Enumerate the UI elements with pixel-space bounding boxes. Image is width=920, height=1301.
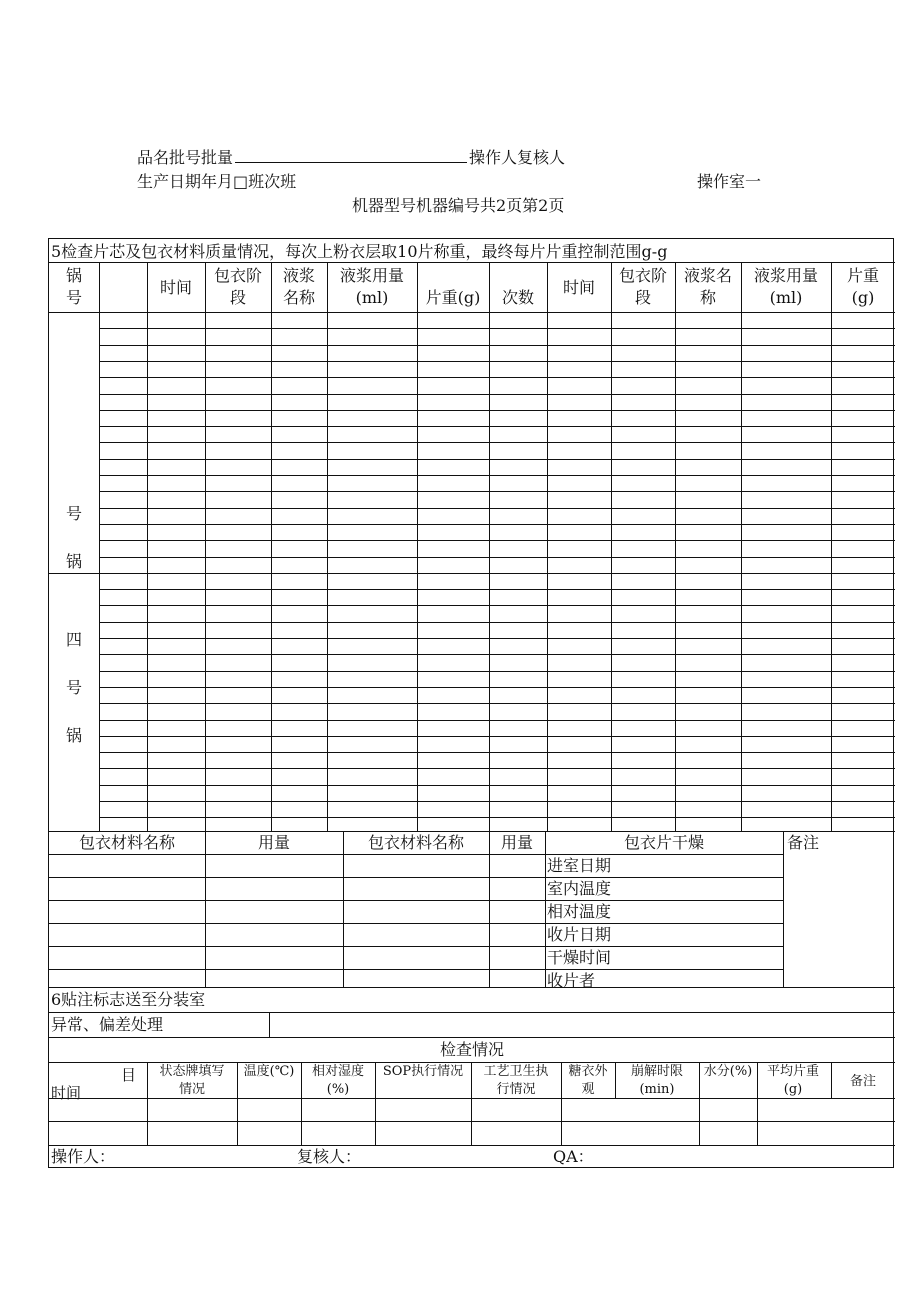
mat-col-name: 包衣材料名称	[78, 833, 175, 852]
rule	[99, 703, 895, 704]
rule	[547, 262, 548, 831]
rule	[49, 969, 783, 970]
rule	[99, 605, 895, 606]
rule	[489, 831, 490, 987]
rule	[99, 622, 895, 623]
rule	[615, 1062, 616, 1098]
rule	[783, 831, 784, 987]
pot-b-char2: 号	[65, 678, 82, 697]
rule	[49, 923, 783, 924]
rule	[271, 262, 272, 831]
col-stage: 包衣阶 段	[213, 266, 262, 307]
col-count: 次数	[501, 288, 534, 307]
rule	[99, 426, 895, 427]
rule	[99, 394, 895, 395]
rule	[417, 262, 418, 831]
insp-col-humidity: 相对湿度 (%)	[311, 1064, 364, 1097]
rule	[99, 508, 895, 509]
rule	[99, 654, 895, 655]
mat-col-amount: 用量	[257, 833, 290, 852]
pot-a-char2: 锅	[65, 552, 82, 571]
rule	[99, 638, 895, 639]
rule	[99, 524, 895, 525]
rule	[301, 1062, 302, 1145]
drying-item-1: 进室日期	[547, 856, 612, 875]
drying-item-4: 收片日期	[547, 925, 612, 944]
inspection-title: 检查情况	[439, 1040, 504, 1059]
rule	[99, 557, 895, 558]
col-weight-2: 片重 (g)	[846, 266, 879, 307]
rule	[327, 262, 328, 831]
rule	[49, 1121, 895, 1122]
rule	[49, 987, 895, 988]
rule	[205, 262, 206, 831]
rule	[831, 262, 832, 831]
insp-col-moisture: 水分(%)	[703, 1064, 753, 1079]
footer-qa: QA：	[553, 1147, 594, 1166]
footer-operator: 操作人：	[51, 1147, 116, 1166]
rule	[99, 720, 895, 721]
pot-a-char1: 号	[65, 504, 82, 523]
rule	[99, 442, 895, 443]
pot-b-char3: 锅	[65, 726, 82, 745]
rule	[205, 831, 206, 987]
machine-info-label: 机器型号机器编号共2页第2页	[352, 196, 565, 215]
batch-underline	[235, 148, 467, 163]
rule	[99, 262, 100, 831]
drying-item-2: 室内温度	[547, 879, 612, 898]
rule	[99, 752, 895, 753]
insp-col-time: 时间	[51, 1084, 82, 1102]
insp-col-avg-weight: 平均片重 (g)	[766, 1064, 819, 1097]
rule	[147, 262, 148, 831]
rule	[831, 1062, 832, 1098]
rule	[343, 831, 344, 987]
rule	[489, 262, 490, 831]
rule	[99, 459, 895, 460]
rule	[49, 1145, 895, 1146]
section5-title: 5检查片芯及包衣材料质量情况，每次上粉衣层取10片称重，最终每片片重控制范围g-g	[51, 242, 668, 261]
col-amount: 液浆用量 (ml)	[339, 266, 404, 307]
rule	[99, 671, 895, 672]
rule	[99, 801, 895, 802]
rule	[99, 589, 895, 590]
mat-col-remark: 备注	[787, 833, 820, 852]
record-form	[48, 238, 894, 1168]
rule	[269, 1012, 270, 1037]
product-batch-label: 品名批号批量	[137, 148, 234, 167]
mat-col-amount-2: 用量	[500, 833, 533, 852]
insp-col-item: 目	[121, 1066, 137, 1084]
rule	[545, 831, 546, 987]
mat-col-drying: 包衣片干燥	[623, 833, 704, 852]
insp-col-remark: 备注	[849, 1074, 876, 1089]
drying-item-3: 相对温度	[547, 902, 612, 921]
col-amount-2: 液浆用量 (ml)	[753, 266, 818, 307]
rule	[99, 785, 895, 786]
rule	[757, 1062, 758, 1145]
drying-item-6: 收片者	[547, 971, 596, 990]
rule	[699, 1062, 700, 1145]
rule	[99, 345, 895, 346]
rule	[99, 361, 895, 362]
col-slurry: 液浆 名称	[282, 266, 315, 307]
insp-col-hygiene: 工艺卫生执 行情况	[483, 1064, 549, 1097]
rule	[49, 573, 895, 574]
rule	[99, 817, 895, 818]
footer-checker: 复核人：	[297, 1147, 362, 1166]
insp-col-temp: 温度(℃)	[243, 1064, 295, 1079]
rule	[49, 1012, 895, 1013]
section6-label: 6贴注标志送至分装室	[51, 990, 206, 1009]
rule	[147, 1062, 148, 1145]
insp-col-sop: SOP执行情况	[382, 1064, 464, 1079]
rule	[49, 1098, 895, 1099]
rule	[99, 736, 895, 737]
col-stage-2: 包衣阶 段	[618, 266, 667, 307]
rule	[99, 410, 895, 411]
production-date-label: 生产日期年月□班次班	[137, 172, 297, 191]
insp-col-appearance: 糖衣外 观	[568, 1064, 608, 1097]
col-pot: 锅 号	[65, 266, 82, 307]
rule	[99, 377, 895, 378]
col-time: 时间	[159, 278, 192, 297]
rule	[741, 262, 742, 831]
rule	[49, 262, 895, 263]
rule	[99, 687, 895, 688]
abnormal-label: 异常、偏差处理	[51, 1015, 164, 1034]
rule	[49, 854, 783, 855]
rule	[49, 877, 783, 878]
rule	[99, 475, 895, 476]
pot-b-char1: 四	[65, 630, 82, 649]
operator-checker-label: 操作人复核人	[469, 148, 566, 167]
rule	[99, 491, 895, 492]
rule	[49, 1037, 895, 1038]
insp-col-sign: 状态牌填写 情况	[159, 1064, 225, 1097]
header-line1	[137, 145, 565, 168]
rule	[99, 328, 895, 329]
rule	[49, 946, 783, 947]
rule	[99, 540, 895, 541]
col-slurry-2: 液浆名 称	[683, 266, 732, 307]
rule	[561, 1062, 562, 1145]
drying-item-5: 干燥时间	[547, 948, 612, 967]
insp-col-disintegration: 崩解时限 (min)	[630, 1064, 683, 1097]
rule	[237, 1062, 238, 1145]
rule	[675, 262, 676, 831]
col-time-2: 时间	[562, 278, 595, 297]
rule	[49, 900, 783, 901]
col-weight: 片重(g)	[425, 288, 481, 307]
operation-room-label: 操作室一	[697, 172, 762, 191]
rule	[99, 768, 895, 769]
rule	[471, 1062, 472, 1145]
rule	[49, 312, 895, 313]
rule	[375, 1062, 376, 1145]
rule	[611, 262, 612, 831]
mat-col-name-2: 包衣材料名称	[367, 833, 464, 852]
